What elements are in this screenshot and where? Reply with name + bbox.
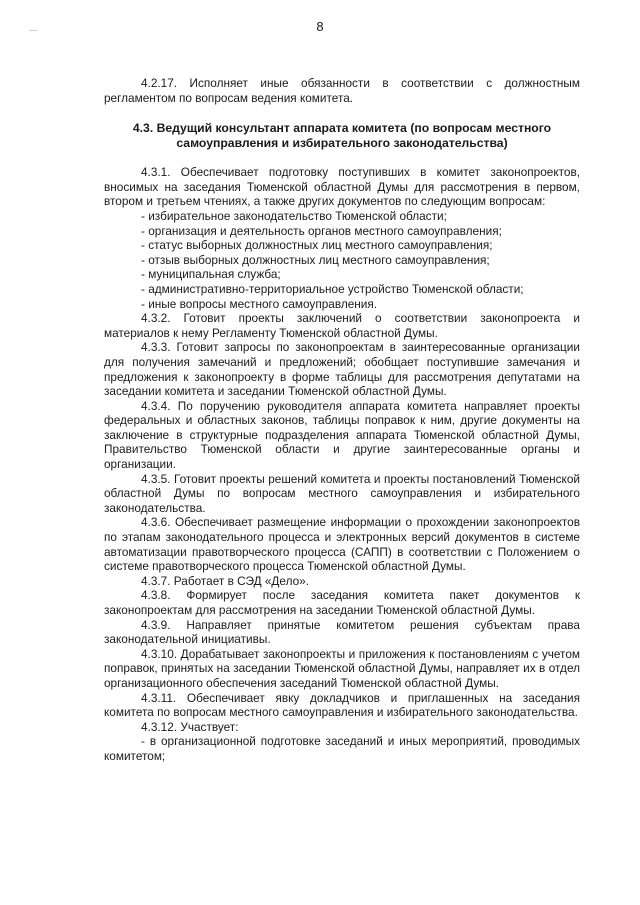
list-item: - статус выборных должностных лиц местного самоуправления; [141, 238, 493, 253]
paragraph-4-3-10: 4.3.10. Дорабатывает законопроекты и приложения к постановлениям с учетом поправок, принятых на заседании Тюменской областной Думы, направляет их в отдел организационного обеспечения заседаний Тюменской областной Думы. [104, 646, 580, 690]
list-item: - отзыв выборных должностных лиц местного самоуправления; [141, 252, 490, 267]
section-heading-line-1: 4.3. Ведущий консультант аппарата комитета (по вопросам местного [132, 121, 552, 136]
paragraph-4-3-9: 4.3.9. Направляет принятые комитетом решения субъектам права законодательной инициативы. [104, 617, 580, 647]
paragraph-4-3-3: 4.3.3. Готовит запросы по законопроектам в заинтересованные организации для получения замечаний и предложений; обобщает поступившие замечания и предложения к законопроекту в форме таблицы для рассмотрения депутатами на заседании комитета и заседании Тюменской областной Думы. [104, 340, 580, 399]
list-item: - муниципальная служба; [141, 267, 281, 282]
section-heading [104, 121, 580, 151]
paragraph-4-3-7: 4.3.7. Работает в СЭД «Дело». [141, 573, 309, 588]
list-item: - в организационной подготовке заседаний и иных мероприятий, проводимых комитетом; [104, 734, 580, 763]
paragraph-4-3-12: 4.3.12. Участвует: [141, 719, 239, 734]
list-item: - иные вопросы местного самоуправления. [141, 296, 378, 311]
paragraph-4-3-2: 4.3.2. Готовит проекты заключений о соответствии законопроекта и материалов к нему Регламенту Тюменской областной Думы. [104, 311, 580, 340]
paragraph-4-3-6: 4.3.6. Обеспечивает размещение информации о прохождении законопроектов по этапам законодательного процесса и электронных версий документов в системе автоматизации правотворческого процесса (САПП) в соответствии с Положением о системе правотворческого процесса Тюменской областной Думы. [104, 515, 580, 574]
section-heading-line-2: самоуправления и избирательного законодательства) [176, 136, 508, 151]
list-item: - административно-территориальное устройство Тюменской области; [141, 281, 524, 296]
page-number: 8 [316, 19, 324, 34]
paragraph-4-3-11: 4.3.11. Обеспечивает явку докладчиков и приглашенных на заседания комитета по вопросам местного самоуправления и избирательного законодательства. [104, 690, 580, 720]
list-item: - избирательное законодательство Тюменской области; [141, 208, 447, 223]
paragraph-4-3-8: 4.3.8. Формирует после заседания комитета пакет документов к законопроектам для рассмотрения на заседании Тюменской областной Думы. [104, 588, 580, 617]
paragraph-4-3-5: 4.3.5. Готовит проекты решений комитета и проекты постановлений Тюменской областной Думы по вопросам местного самоуправления и избирательного законодательства. [104, 471, 580, 515]
paragraph-4-3-1: 4.3.1. Обеспечивает подготовку поступивших в комитет законопроектов, вносимых на заседания Тюменской областной Думы для рассмотрения в первом, втором и третьем чтениях, а также других документов по следующим вопросам: [104, 165, 580, 209]
paragraph-4-3-4: 4.3.4. По поручению руководителя аппарата комитета направляет проекты федеральных и областных законов, таблицы поправок к ним, другие документы на заключение в структурные подразделения аппарата Тюменской областной Думы, Правительство Тюменской области и другие заинтересованные органы и организации. [104, 398, 580, 472]
paragraph-4-2-17: 4.2.17. Исполняет иные обязанности в соответствии с должностным регламентом по вопросам ведения комитета. [104, 76, 580, 105]
list-item: - организация и деятельность органов местного самоуправления; [141, 223, 502, 238]
topic-list [104, 209, 580, 311]
document-body [104, 76, 580, 764]
